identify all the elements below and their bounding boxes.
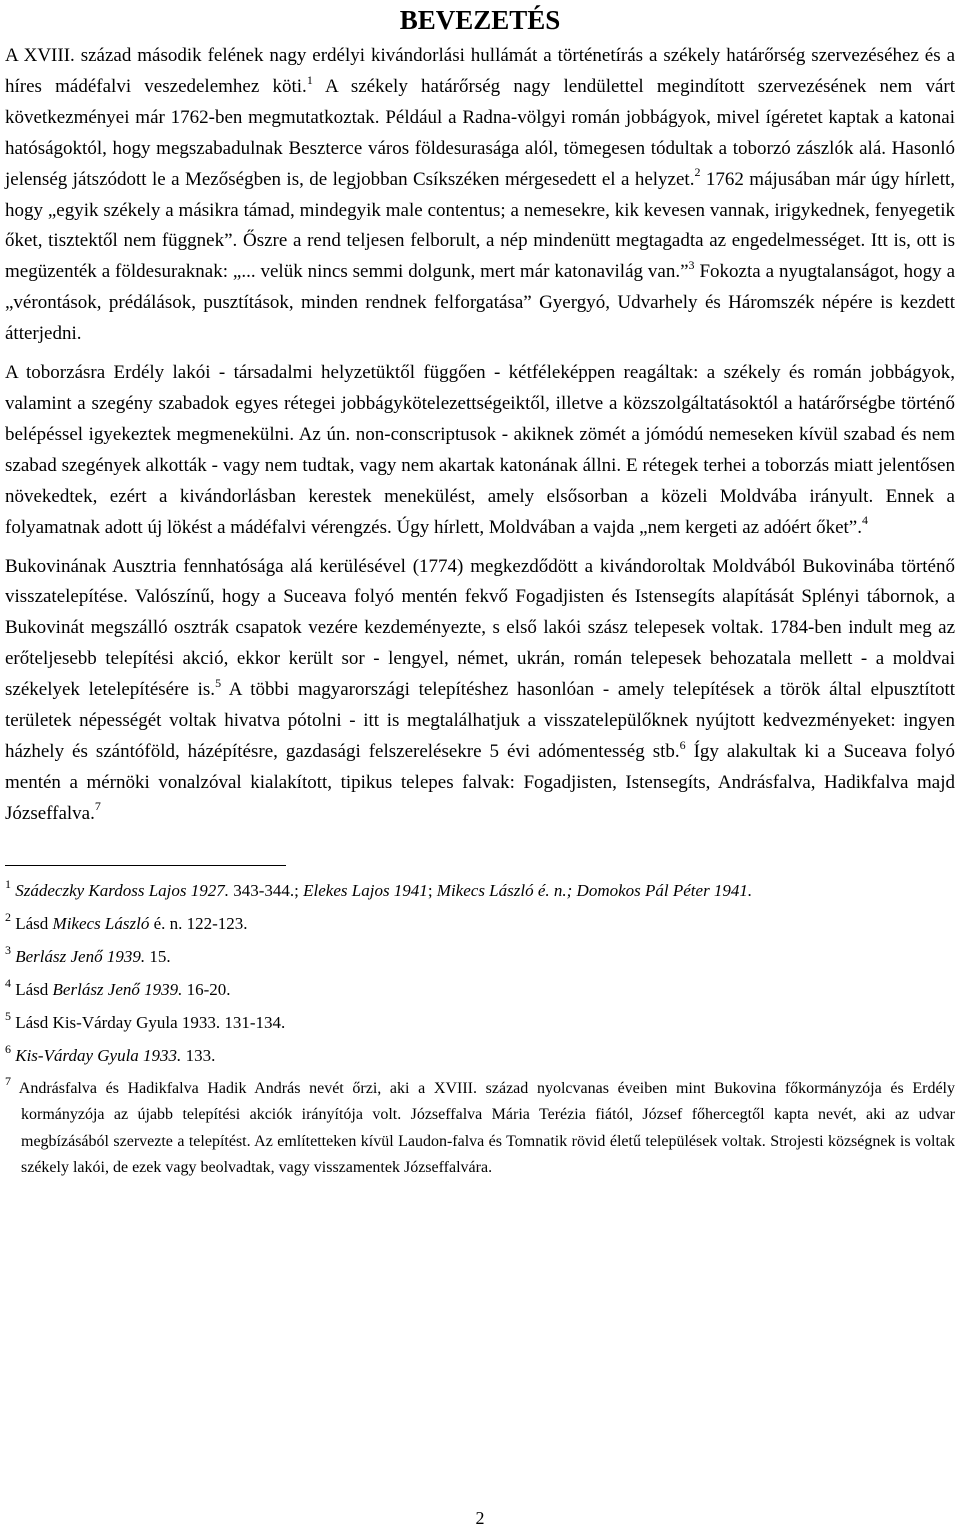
paragraph-1-text-c: 1762 májusában már úgy hírlett, hogy „egyik székely a másikra támad, mindegyik male contentus; a nemesekre, kik kevesen vannak, irigykednek, fenyegetik őket, tisztektől nem függnek”. Őszre a rend teljesen felborult, a nép mindenütt megtagadta az engedelmességet. Itt is, ott is megüzenték a földesuraknak: „... velük nincs semmi dolgunk, mert már katonavilág van.”: [5, 168, 956, 283]
footnote-2-text-b: é. n. 122-123.: [149, 913, 248, 933]
footnote-7: [5, 1076, 955, 1182]
footnote-3-number: 3: [5, 943, 11, 957]
paragraph-2: [5, 358, 955, 543]
footnote-1-number: 1: [5, 877, 11, 891]
footnote-5-number: 5: [5, 1009, 11, 1023]
footnote-ref-3: 3: [688, 258, 695, 273]
footnote-ref-1: 1: [306, 72, 313, 87]
footnote-1-citation-c: Mikecs László é. n.; Domokos Pál Péter 1941.: [436, 880, 753, 900]
footnote-4: [5, 977, 955, 1003]
paragraph-3-text-c: Így alakultak ki a Suceava folyó mentén a mérnöki vonalzóval kialakított, tipikus telepes falvak: Fogadjisten, Istensegíts, Andrásfalva, Hadikfalva majd Józseffalva.: [5, 740, 955, 824]
paragraph-2-text-a: A toborzásra Erdély lakói - társadalmi helyzetüktől függően - kétféleképpen reagáltak: a székely és román jobbágyok, valamint a szegény szabadok egyes rétegei jobbágykötelezettségeiktől, illetve a közszolgáltatásoktól a határőrségbe történő belépéssel igyekeztek megmenekülni. Az ún. non-conscriptusok - akiknek zömét a jómódú nemeseken kívül szabad és nem szabad szegények alkották - vagy nem tudtak, vagy nem akartak katonának állni. E rétegek terhei a toborzás miatt jelentősen növekedtek, ezért a kivándorlásban kerestek menekülést, amely elsősorban a közeli Moldvába irányult. Ennek a folyamatnak adott új lökést a mádéfalvi vérengzés. Úgy hírlett, Moldvában a vajda „nem kergeti az adóért őket”.: [5, 362, 955, 538]
footnote-1-text-a: 343-344.;: [229, 880, 304, 900]
footnote-1-citation-b: Elekes Lajos 1941: [303, 880, 428, 900]
footnote-separator: [5, 865, 286, 866]
footnote-2-citation: Mikecs László: [52, 913, 150, 933]
footnote-ref-7: 7: [94, 799, 101, 814]
footnote-2: [5, 911, 955, 937]
footnote-6-number: 6: [5, 1042, 11, 1056]
paragraph-1-text-d: Fokozta a nyugtalanságot, hogy a „vérontások, prédálások, pusztítások, minden rendnek felforgatása” Gyergyó, Udvarhely és Háromszék népére is kezdett átterjedni.: [5, 261, 955, 345]
paragraph-3: [5, 552, 955, 830]
footnote-3-citation: Berlász Jenő 1939.: [15, 946, 146, 966]
footnote-4-citation: Berlász Jenő 1939.: [52, 979, 183, 999]
footnote-4-text-b: 16-20.: [182, 979, 231, 999]
footnote-5-text: Lásd Kis-Várday Gyula 1933. 131-134.: [15, 1012, 286, 1032]
page-number: 2: [475, 1508, 485, 1528]
footnote-3: [5, 944, 955, 970]
footnote-1: [5, 878, 955, 904]
footnote-5: [5, 1010, 955, 1036]
paragraph-3-text-a: Bukovinának Ausztria fennhatósága alá kerülésével (1774) megkezdődött a kivándoroltak Moldvából Bukovinába történő visszatelepítése. Valószínű, hogy a Suceava folyó mentén fekvő Fogadjisten és Istensegíts alapítását Splényi tábornok, a Bukovinát megszálló osztrák csapatok vezére kezdeményezte, s első lakói szász telepesek voltak. 1784-ben indult meg az erőteljesebb telepítési akció, ekkor került sor - lengyel, német, ukrán, román telepesek behozatala mellett - a moldvai székelyek letelepítésére is.: [5, 555, 955, 701]
footnote-4-text-a: Lásd: [15, 979, 53, 999]
page-title: BEVEZETÉS: [399, 5, 561, 35]
footnote-7-text: Andrásfalva és Hadikfalva Hadik András nevét őrzi, aki a XVIII. század nyolcvanas éveiben mint Bukovina főkormányzója és Erdély kormányzója az újabb telepítési akciók irányítója volt. Józseffalva Mária Terézia fiától, József főhercegtől kapta nevét, aki az udvar megbízásából szervezte a telepítést. Az említetteken kívül Laudon-falva és Tomnatik rövid életű települések voltak. Strojesti községnek is voltak székely lakói, de ezek vagy beolvadtak, vagy visszamentek Józseffalvára.: [18, 1079, 955, 1177]
footnote-2-number: 2: [5, 910, 11, 924]
footnote-4-number: 4: [5, 976, 11, 990]
footnote-6-text: 133.: [181, 1045, 216, 1065]
paragraph-1-text-a: A XVIII. század második felének nagy erdélyi kivándorlási hullámát a történetírás a székely határőrség szervezéséhez és a híres mádéfalvi veszedelemhez köti.: [5, 45, 955, 97]
paragraph-1-text-b: A székely határőrség nagy lendülettel megindított szervezésének nem várt következményei már 1762-ben megmutatkoztak. Például a Radna-völgyi román jobbágyok, mivel ígéretet kaptak a katonai hatóságoktól, hogy megszabadulnak Beszterce város földesurasága alól, tömegesen tódultak a toborzó zászlók alá. Hasonló jelenség játszódott le a Mezőségben is, de legjobban Csíkszéken mérgesedett el a helyzet.: [5, 75, 956, 190]
footnote-1-citation-a: Szádeczky Kardoss Lajos 1927.: [15, 880, 230, 900]
footnote-ref-2: 2: [694, 165, 701, 180]
footnote-6: [5, 1043, 955, 1069]
footnote-ref-5: 5: [215, 675, 222, 690]
footnote-1-text-b: ;: [427, 880, 437, 900]
paragraph-3-text-b: A többi magyarországi telepítéshez hasonlóan - amely telepítések a török által elpusztított területek népességét voltak hivatva pótolni - itt is megtalálhatjuk a visszatelepülőknek nyújtott kedvezményeket: ingyen házhely és szántóföld, házépítésre, gazdasági felszerelésekre 5 évi adómentesség stb.: [5, 679, 956, 762]
footnote-ref-4: 4: [861, 513, 868, 528]
footnote-6-citation: Kis-Várday Gyula 1933.: [15, 1045, 182, 1065]
footnote-ref-6: 6: [679, 737, 686, 752]
footnote-2-text-a: Lásd: [15, 913, 53, 933]
footnote-7-number: 7: [5, 1074, 11, 1089]
paragraph-1: [5, 41, 955, 350]
footnote-3-text: 15.: [145, 946, 171, 966]
